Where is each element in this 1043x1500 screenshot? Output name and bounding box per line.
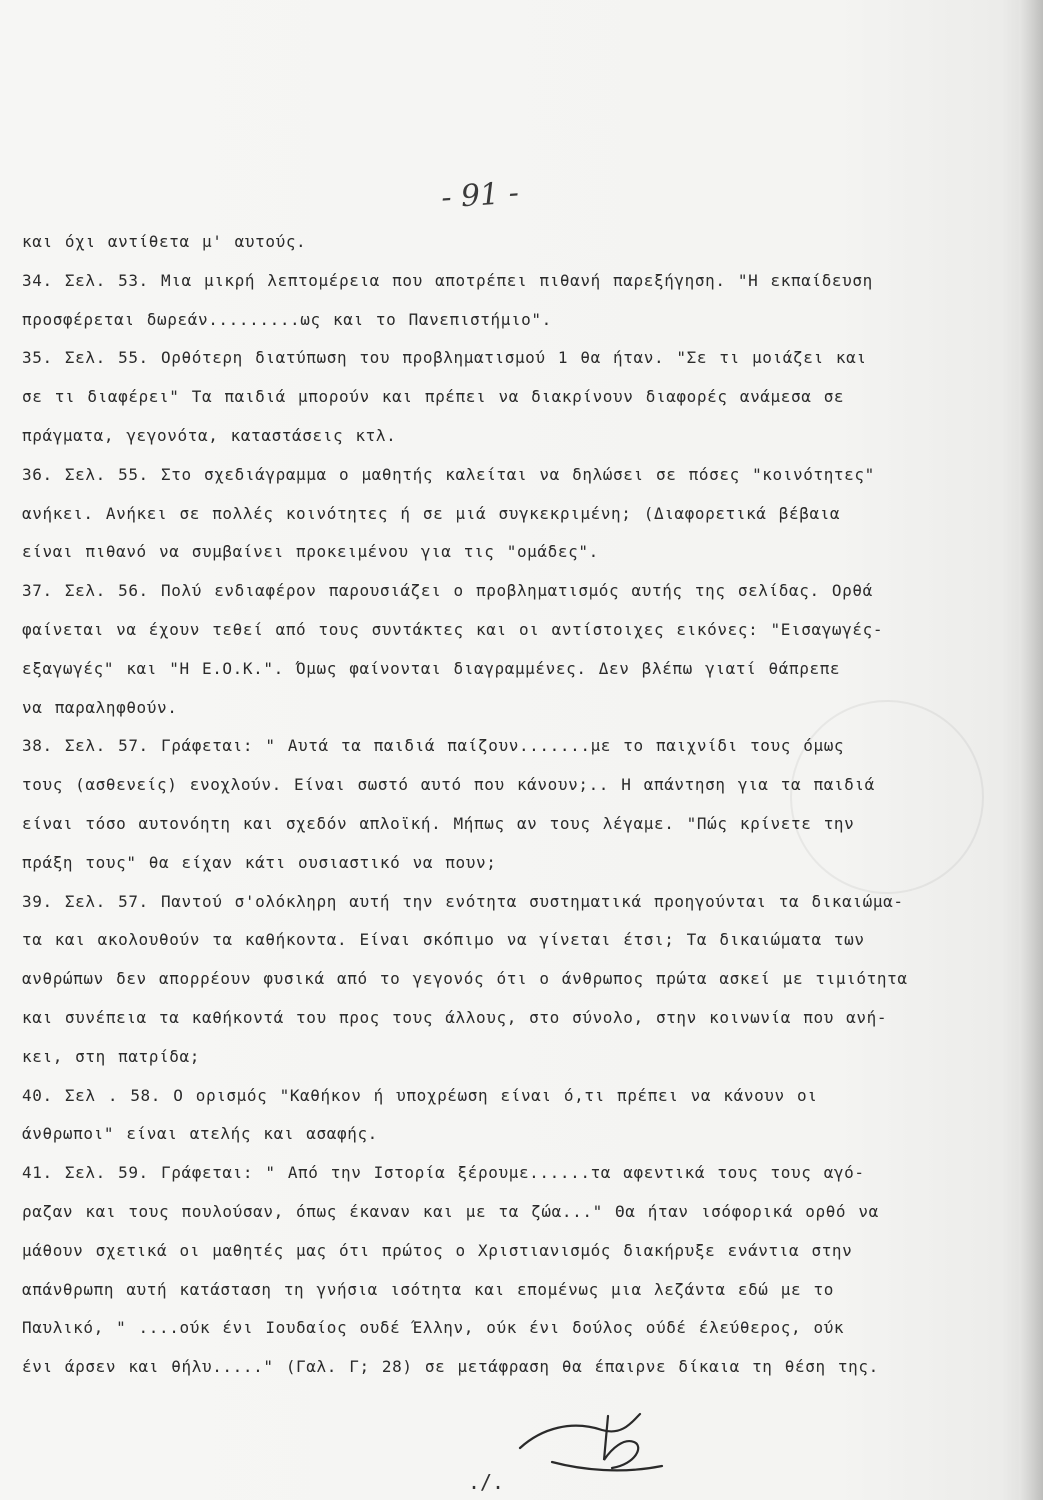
text-line: απάνθρωπη αυτή κατάσταση τη γνήσια ισότητα και επομένως μια λεζάντα εδώ με το xyxy=(22,1279,834,1299)
text-line: και συνέπεια τα καθήκοντά του προς τους άλλους, στο σύνολο, στην κοινωνία που ανή- xyxy=(22,1007,888,1027)
text-line: φαίνεται να έχουν τεθεί από τους συντάκτες και οι αντίστοιχες εικόνες: "Εισαγωγές- xyxy=(22,619,884,639)
text-line: 39. Σελ. 57. Παντού σ'ολόκληρη αυτή την ενότητα συστηματικά προηγούνται τα δικαιώμα- xyxy=(22,891,904,911)
text-line: ανθρώπων δεν απορρέουν φυσικά από το γεγονός ότι ο άνθρωπος πρώτα ασκεί με τιμιότητα xyxy=(22,969,908,989)
text-line: και όχι αντίθετα μ' αυτούς. xyxy=(22,232,307,251)
handwritten-signature xyxy=(512,1408,672,1480)
text-line: ραζαν και τους πουλούσαν, όπως έκαναν και με τα ζώα..." Θα ήταν ισόφορικά ορθό να xyxy=(22,1201,879,1221)
text-line: τα και ακολουθούν τα καθήκοντα. Είναι σκόπιμο να γίνεται έτσι; Τα δικαιώματα των xyxy=(22,930,865,950)
text-line: 34. Σελ. 53. Μια μικρή λεπτομέρεια που αποτρέπει πιθανή παρεξήγηση. "Η εκπαίδευση xyxy=(22,270,873,290)
text-line: πράξη τους" θα είχαν κάτι ουσιαστικό να πουν; xyxy=(22,852,497,872)
text-line: ένι άρσεν και θήλυ....." (Γαλ. Γ; 28) σε μετάφραση θα έπαιρνε δίκαια τη θέση της. xyxy=(22,1357,879,1377)
text-line: είναι τόσο αυτονόητη και σχεδόν απλοϊκή. Μήπως αν τους λέγαμε. "Πώς κρίνετε την xyxy=(22,813,855,833)
continuation-mark: ./. xyxy=(467,1470,505,1494)
typed-body-text xyxy=(22,228,982,1392)
text-line: είναι πιθανό να συμβαίνει προκειμένου για τις "ομάδες". xyxy=(22,542,599,562)
text-line: ανήκει. Ανήκει σε πολλές κοινότητες ή σε μιά συγκεκριμένη; (Διαφορετικά βέβαια xyxy=(22,503,841,523)
text-line: 41. Σελ. 59. Γράφεται: " Από την Ιστορία ξέρουμε......τα αφεντικά τους τους αγό- xyxy=(22,1163,865,1183)
text-line: τους (ασθενείς) ενοχλούν. Είναι σωστό αυτό που κάνουν;.. Η απάντηση για τα παιδιά xyxy=(22,775,875,795)
page-number: - 91 - xyxy=(440,175,520,216)
text-line: κει, στη πατρίδα; xyxy=(22,1046,200,1066)
text-line: μάθουν σχετικά οι μαθητές μας ότι πρώτος ο Χριστιανισμός διακήρυξε ενάντια στην xyxy=(22,1240,853,1260)
page-binding-edge xyxy=(1019,0,1043,1500)
text-line: να παραληφθούν. xyxy=(22,697,178,717)
text-line: πράγματα, γεγονότα, καταστάσεις κτλ. xyxy=(22,425,397,445)
text-line: σε τι διαφέρει" Τα παιδιά μπορούν και πρέπει να διακρίνουν διαφορές ανάμεσα σε xyxy=(22,387,845,407)
text-line: εξαγωγές" και "Η Ε.Ο.Κ.". Όμως φαίνονται διαγραμμένες. Δεν βλέπω γιατί θάπρεπε xyxy=(22,658,841,678)
text-line: 35. Σελ. 55. Ορθότερη διατύπωση του προβληματισμού 1 θα ήταν. "Σε τι μοιάζει και xyxy=(22,348,867,368)
text-line: 38. Σελ. 57. Γράφεται: " Αυτά τα παιδιά παίζουν.......με το παιχνίδι τους όμως xyxy=(22,736,845,756)
text-line: 40. Σελ . 58. Ο ορισμός "Καθήκον ή υποχρέωση είναι ό,τι πρέπει να κάνουν οι xyxy=(22,1085,818,1105)
text-line: 36. Σελ. 55. Στο σχεδιάγραμμα ο μαθητής καλείται να δηλώσει σε πόσες "κοινότητες" xyxy=(22,464,875,484)
text-line: άνθρωποι" είναι ατελής και ασαφής. xyxy=(22,1124,378,1144)
text-line: Παυλικό, " ....ούκ ένι Ιουδαίος ουδέ Έλλην, ούκ ένι δούλος ούδέ έλεύθερος, ούκ xyxy=(22,1318,845,1338)
text-line: προσφέρεται δωρεάν.........ως και το Πανεπιστήμιο". xyxy=(22,309,552,329)
text-line: 37. Σελ. 56. Πολύ ενδιαφέρον παρουσιάζει ο προβληματισμός αυτής της σελίδας. Ορθά xyxy=(22,581,873,601)
